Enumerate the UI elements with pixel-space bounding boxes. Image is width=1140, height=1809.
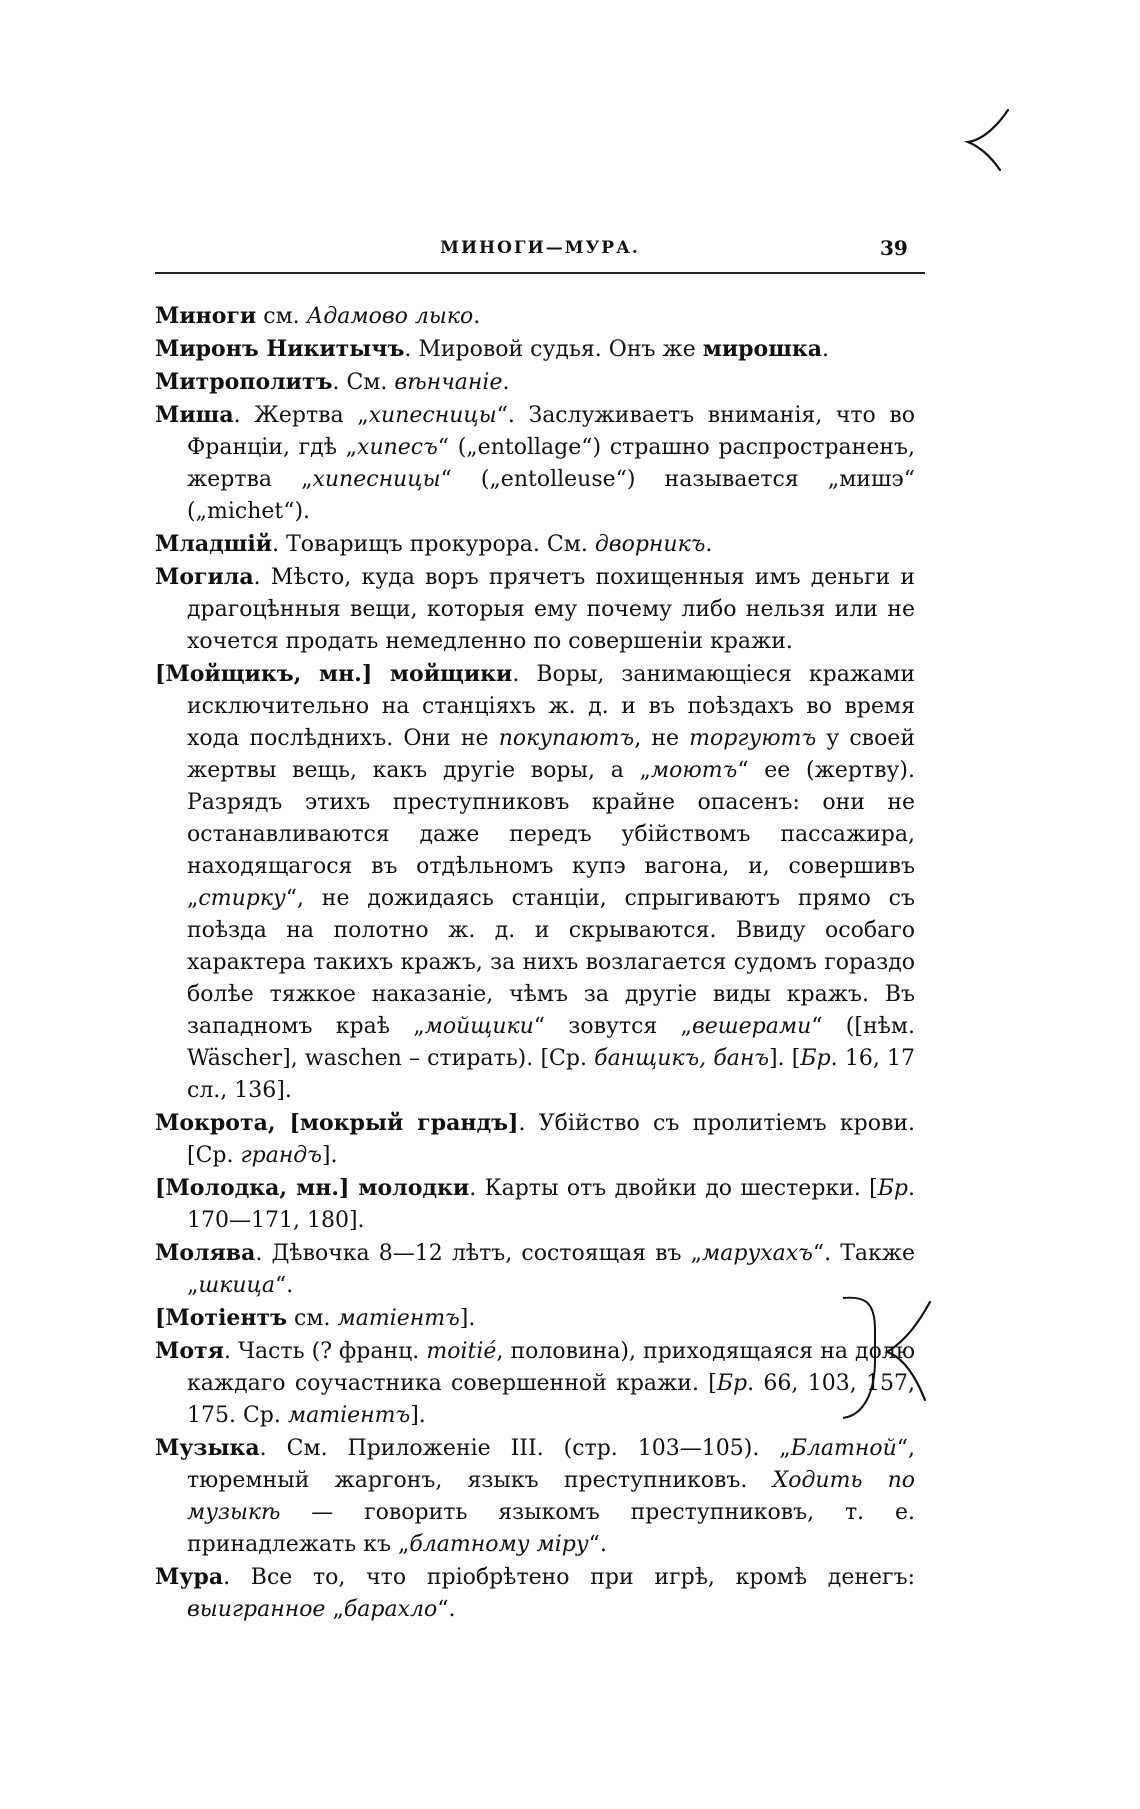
headword: [Мойщикъ, мн.] мойщики bbox=[155, 661, 513, 687]
headword: [Молодка, мн.] молодки bbox=[155, 1175, 470, 1201]
headword: Мотя bbox=[155, 1338, 224, 1364]
headword: Миша bbox=[155, 402, 234, 428]
headword: Музыка bbox=[155, 1435, 260, 1461]
entry-mokrota: Мокрота, [мокрый грандъ]. Убійство съ пролитіемъ крови. [Ср. грандъ]. bbox=[155, 1110, 915, 1168]
entry-mitropolit: Митрополитъ. См. вѣнчаніе. bbox=[155, 369, 510, 395]
entry-molodka: [Молодка, мн.] молодки. Карты отъ двойки до шестерки. [Бр. 170—171, 180]. bbox=[155, 1175, 915, 1233]
entry-mladshiy: Младшій. Товарищъ прокурора. См. дворникъ. bbox=[155, 531, 713, 557]
entry-motya: Мотя. Часть (? франц. moitié, половина), приходящаяся на долю каждаго соучастника совершенной кражи. [Бр. 66, 103, 157, 175. Ср. матіентъ]. bbox=[155, 1338, 915, 1428]
handwritten-check-mark bbox=[958, 100, 1038, 180]
headword: Миронъ Никитычъ bbox=[155, 336, 405, 362]
headword: Мура bbox=[155, 1564, 224, 1590]
entry-minogi: Миноги см. Адамово лыко. bbox=[155, 303, 481, 329]
handwritten-margin-bracket-mark bbox=[835, 1290, 945, 1430]
headword: Миноги bbox=[155, 303, 257, 329]
headword: Митрополитъ bbox=[155, 369, 333, 395]
header-rule bbox=[155, 272, 925, 274]
entry-miron: Миронъ Никитычъ. Мировой судья. Онъ же мирошка. bbox=[155, 336, 830, 362]
page-number: 39 bbox=[880, 236, 908, 260]
entry-motient: [Мотіентъ см. матіентъ]. bbox=[155, 1305, 476, 1331]
entry-mogila: Могила. Мѣсто, куда воръ прячетъ похищенныя имъ деньги и драгоцѣнныя вещи, которыя ему почему либо нельзя или не хочется продать немедленно по совершеніи кражи. bbox=[155, 564, 915, 654]
headword: [Мотіентъ bbox=[155, 1305, 288, 1331]
running-title: МИНОГИ—МУРА. bbox=[440, 238, 640, 258]
entry-mura: Мура. Все то, что пріобрѣтено при игрѣ, кромѣ денегъ: выигранное „барахло“. bbox=[155, 1564, 915, 1622]
headword: Молява bbox=[155, 1240, 256, 1266]
headword: Могила bbox=[155, 564, 254, 590]
entry-molyava: Молява. Дѣвочка 8—12 лѣтъ, состоящая въ „марухахъ“. Также „шкица“. bbox=[155, 1240, 915, 1298]
headword: Младшій bbox=[155, 531, 273, 557]
entry-moyshchik: [Мойщикъ, мн.] мойщики. Воры, занимающіеся кражами исключительно на станціяхъ ж. д. и въ поѣздахъ во время хода послѣднихъ. Они не покупаютъ, не торгуютъ у своей жертвы вещь, какъ другіе воры, а „моютъ“ ее (жертву). Разрядъ этихъ преступниковъ крайне опасенъ: они не останавливаются даже передъ убійствомъ пассажира, находящагося въ отдѣльномъ купэ вагона, и, совершивъ „стирку“, не дожидаясь станціи, спрыгиваютъ прямо съ поѣзда на полотно ж. д. и скрываются. Ввиду особаго характера такихъ кражъ, за нихъ возлагается судомъ гораздо болѣе тяжкое наказаніе, чѣмъ за другіе виды кражъ. Въ западномъ краѣ „мойщики“ зовутся „вешерами“ ([нѣм. Wäscher], waschen – стирать). [Ср. банщикъ, банъ]. [Бр. 16, 17 сл., 136]. bbox=[155, 661, 916, 1103]
entry-misha: Миша. Жертва „хипесницы“. Заслуживаетъ вниманія, что во Франціи, гдѣ „хипесъ“ („entollage“) страшно распространенъ, жертва „хипесницы“ („entolleuse“) называется „мишэ“ („michet“). bbox=[155, 402, 915, 524]
headword: Мокрота, [мокрый грандъ] bbox=[155, 1110, 519, 1136]
entry-muzyka: Музыка. См. Приложеніе III. (стр. 103—105). „Блатной“, тюремный жаргонъ, языкъ преступниковъ. Ходить по музыкѣ — говорить языкомъ преступниковъ, т. е. принадлежать къ „блатному міру“. bbox=[155, 1435, 915, 1557]
dictionary-entries bbox=[155, 300, 915, 1626]
